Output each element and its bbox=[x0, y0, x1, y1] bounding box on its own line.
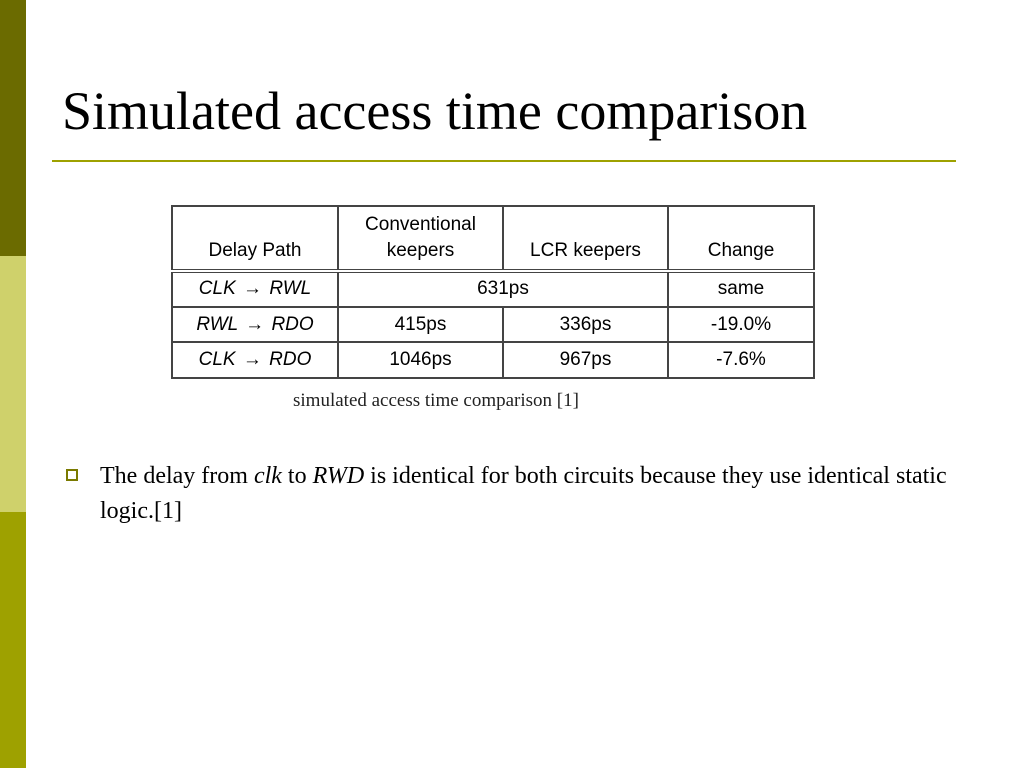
square-bullet-icon bbox=[66, 469, 78, 481]
change-cell: same bbox=[668, 271, 814, 307]
arrow-icon: → bbox=[242, 349, 262, 371]
side-accent-bar-middle bbox=[0, 256, 26, 512]
lcr-value-cell: 336ps bbox=[503, 307, 668, 343]
side-accent-bar-top bbox=[0, 0, 26, 256]
header-conventional-keepers: Conventional keepers bbox=[338, 206, 503, 271]
delay-path-cell: RWL → RDO bbox=[172, 307, 338, 343]
conventional-value-cell: 1046ps bbox=[338, 342, 503, 378]
delay-path-cell: CLK → RDO bbox=[172, 342, 338, 378]
delay-path-cell: CLK → RWL bbox=[172, 271, 338, 307]
change-cell: -7.6% bbox=[668, 342, 814, 378]
header-delay-path: Delay Path bbox=[172, 206, 338, 271]
access-time-table bbox=[171, 205, 815, 379]
conventional-value-cell: 415ps bbox=[338, 307, 503, 343]
bullet-text: The delay from clk to RWD is identical for both circuits because they use identical static logic.[1] bbox=[100, 463, 947, 524]
header-lcr-keepers: LCR keepers bbox=[503, 206, 668, 271]
shared-value-cell: 631ps bbox=[338, 271, 668, 307]
table-row bbox=[172, 307, 814, 343]
change-cell: -19.0% bbox=[668, 307, 814, 343]
table-row bbox=[172, 271, 814, 307]
arrow-icon: → bbox=[245, 313, 265, 335]
arrow-icon: → bbox=[243, 278, 263, 300]
table-caption: simulated access time comparison [1] bbox=[293, 390, 579, 411]
table-header-row bbox=[172, 206, 814, 271]
side-accent-bar-bottom bbox=[0, 512, 26, 768]
header-change: Change bbox=[668, 206, 814, 271]
lcr-value-cell: 967ps bbox=[503, 342, 668, 378]
table-row bbox=[172, 342, 814, 378]
title-divider bbox=[52, 160, 956, 162]
slide-title: Simulated access time comparison bbox=[62, 81, 808, 141]
